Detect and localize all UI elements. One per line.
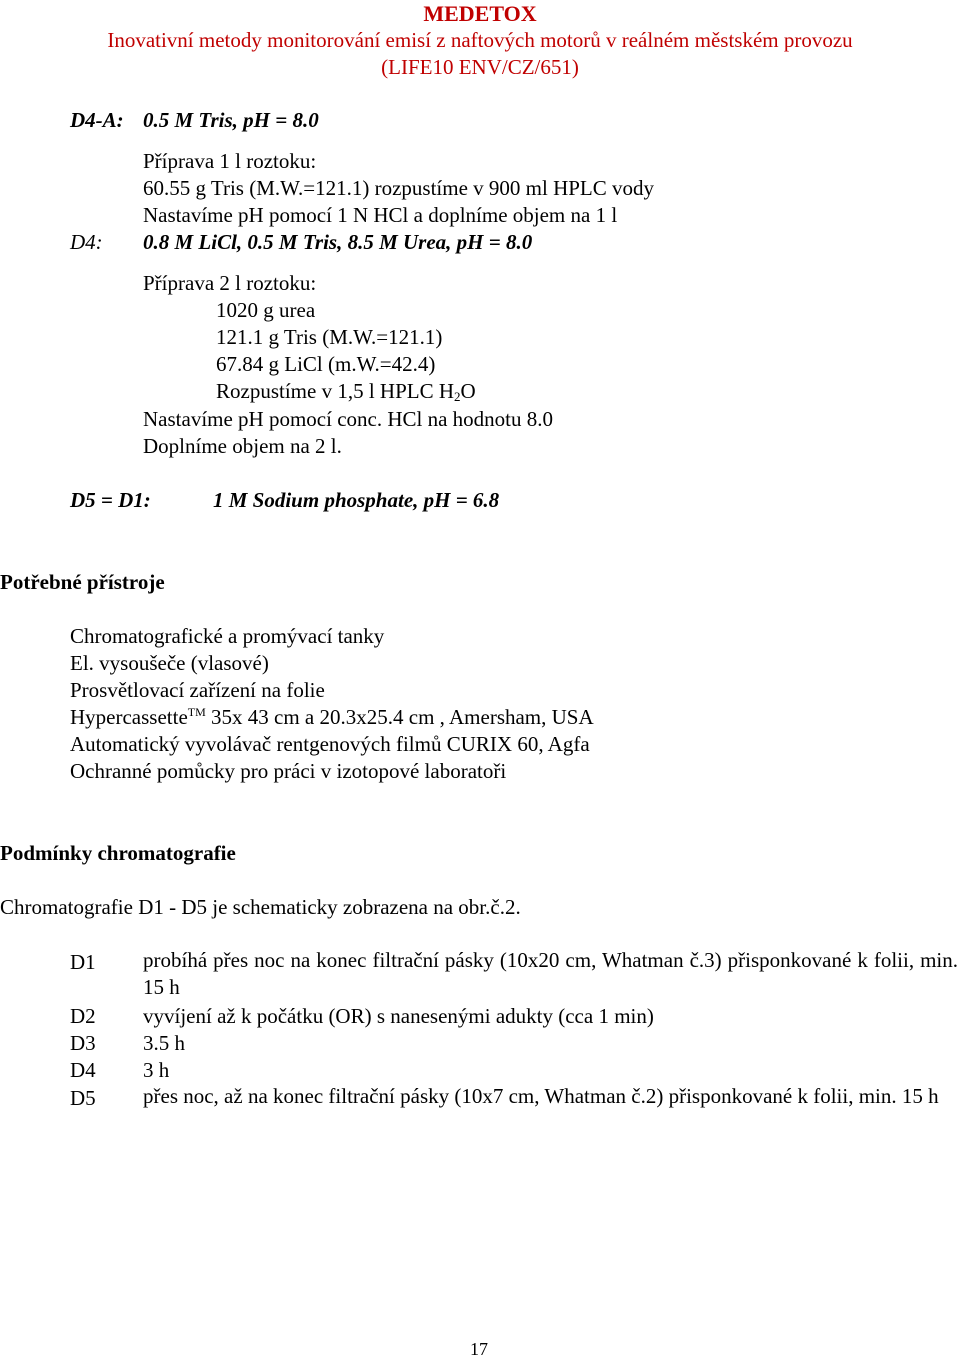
instrument-item: Prosvětlovací zařízení na folie [70, 678, 325, 702]
header-subtitle: Inovativní metody monitorování emisí z naftových motorů v reálném městském provozu [107, 28, 853, 52]
instrument-item: Automatický vyvolávač rentgenových filmů CURIX 60, Agfa [70, 732, 590, 756]
d4-fill: Doplníme objem na 2 l. [143, 434, 342, 458]
condition-label: D2 [70, 1004, 96, 1028]
page-number: 17 [470, 1339, 488, 1359]
instrument-item: El. vysoušeče (vlasové) [70, 651, 269, 675]
d4a-prep: Příprava 1 l roztoku: [143, 149, 317, 173]
d5-heading: 1 M Sodium phosphate, pH = 6.8 [213, 488, 500, 512]
condition-text: probíhá přes noc na konec filtrační pásky (10x20 cm, Whatman č.3) přisponkované k folii, min. 15 h [143, 948, 958, 999]
d4-ph: Nastavíme pH pomocí conc. HCl na hodnotu 8.0 [143, 407, 554, 431]
d4a-line1: 60.55 g Tris (M.W.=121.1) rozpustíme v 900 ml HPLC vody [143, 176, 655, 200]
d4a-line2: Nastavíme pH pomocí 1 N HCl a doplníme objem na 1 l [143, 203, 618, 227]
d4a-heading: 0.5 M Tris, pH = 8.0 [143, 108, 319, 132]
condition-text: přes noc, až na konec filtrační pásky (10x7 cm, Whatman č.2) přisponkované k folii, min. 15 h [143, 1084, 939, 1108]
header-title: MEDETOX [423, 1, 537, 26]
instrument-item: Ochranné pomůcky pro práci v izotopové laboratoři [70, 759, 507, 783]
condition-label: D4 [70, 1058, 96, 1082]
d4-label: D4: [70, 230, 103, 254]
instrument-item: Hypercassette™ 35x 43 cm a 20.3x25.4 cm , Amersham, USA [70, 705, 594, 729]
condition-label: D3 [70, 1031, 96, 1055]
conditions-intro: Chromatografie D1 - D5 je schematicky zobrazena na obr.č.2. [0, 895, 521, 919]
d4-item: 121.1 g Tris (M.W.=121.1) [216, 325, 443, 349]
d4-dissolve: Rozpustíme v 1,5 l HPLC $H_2O$ [216, 379, 476, 404]
condition-label: D5 [70, 1086, 96, 1110]
d4-prep: Příprava 2 l roztoku: [143, 271, 317, 295]
d4a-label: D4-A: [70, 108, 124, 132]
conditions-heading: Podmínky chromatografie [0, 841, 236, 865]
header-code: (LIFE10 ENV/CZ/651) [381, 55, 579, 79]
d5-label: D5 = D1: [70, 488, 151, 512]
d4-heading: 0.8 M LiCl, 0.5 M Tris, 8.5 M Urea, pH = 8.0 [143, 230, 533, 254]
d4-item: 1020 g urea [216, 298, 316, 322]
instrument-item: Chromatografické a promývací tanky [70, 624, 385, 648]
condition-text: 3.5 h [143, 1031, 185, 1055]
condition-text: 3 h [143, 1058, 170, 1082]
condition-text: vyvíjení až k počátku (OR) s nanesenými adukty (cca 1 min) [143, 1004, 654, 1028]
d4-item: 67.84 g LiCl (m.W.=42.4) [216, 352, 436, 376]
condition-label: D1 [70, 950, 96, 974]
instruments-heading: Potřebné přístroje [0, 570, 165, 594]
